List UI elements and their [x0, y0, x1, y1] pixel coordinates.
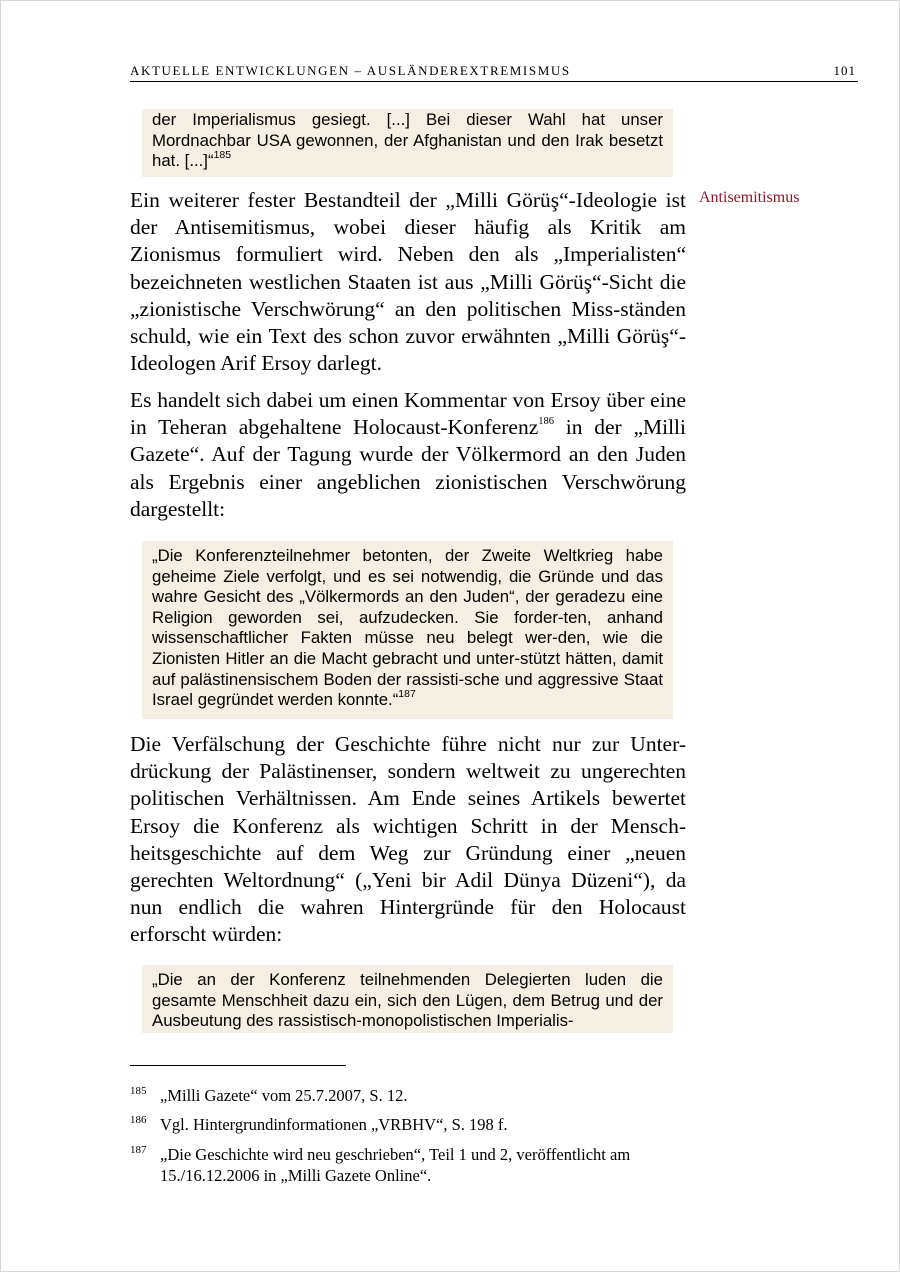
paragraph-2-text-b: in der „Milli Gazete“. Auf der Tagung wurde der Völkermord an den Juden als Ergebnis einer angeblichen zionistischen Verschwörung dargestellt:: [130, 415, 686, 521]
footnote-ref-187[interactable]: 187: [398, 687, 416, 700]
block-quote-3: [142, 965, 673, 1033]
footnote-ref-185[interactable]: 185: [213, 148, 232, 161]
footnote-text: „Die Geschichte wird neu geschrieben“, Teil 1 und 2, veröffentlicht am 15./16.12.2006 in „Milli Gazete Online“.: [160, 1145, 631, 1185]
footnote-text: „Milli Gazete“ vom 25.7.2007, S. 12.: [160, 1086, 408, 1105]
paragraph-2: [130, 387, 686, 523]
footnote-number: 186: [130, 1114, 147, 1126]
header-title: AKTUELLE ENTWICKLUNGEN – AUSLÄNDEREXTREMISMUS: [130, 63, 571, 78]
quote-3-text: „Die an der Konferenz teilnehmenden Delegierten luden die gesamte Menschheit dazu ein, sich den Lügen, dem Betrug und der Ausbeutung des rassistisch-monopolistischen Imperialis-: [152, 970, 663, 1031]
footnote-number: 185: [130, 1085, 147, 1097]
block-quote-2: [142, 541, 673, 719]
footnote-number: 187: [130, 1144, 147, 1156]
quote-2-text: „Die Konferenzteilnehmer betonten, der Zweite Weltkrieg habe geheime Ziele verfolgt, und es sei notwendig, die Gründe und das wahre Gesicht des „Völkermords an den Juden“, der geradezu eine Religion geworden sei, aufzudecken. Sie forder-ten, anhand wissenschaftlicher Fakten müsse neu belegt wer-den, wie die Zionisten Hitler an die Macht gebracht und unter-stützt hätten, damit auf palästinensischem Boden der rassisti-sche und aggressive Staat Israel gegründet werden konnte.“: [152, 546, 663, 710]
block-quote-1: [142, 109, 673, 177]
footnote-separator: [130, 1065, 346, 1066]
paragraph-3: Die Verfälschung der Geschichte führe nicht nur zur Unter-drückung der Palästinenser, sondern weltweit zu ungerechten politischen Verhältnissen. Am Ende seines Artikels bewertet Ersoy die Konferenz als wichtigen Schritt in der Mensch-heitsgeschichte auf dem Weg zur Gründung einer „neuen gerechten Weltordnung“ („Yeni bir Adil Dünya Düzeni“), da nun endlich die wahren Hintergründe für den Holocaust erforscht würden:: [130, 732, 686, 947]
paragraph-2-text-a: Es handelt sich dabei um einen Kommentar von Ersoy über eine in Teheran abgehaltene Holocaust-Konferenz: [130, 388, 686, 440]
footnote-ref-186[interactable]: 186: [538, 416, 554, 428]
page-number: 101: [833, 63, 856, 78]
footnote-text: Vgl. Hintergrundinformationen „VRBHV“, S. 198 f.: [160, 1115, 508, 1134]
paragraph-1: Ein weiterer fester Bestandteil der „Milli Görüş“-Ideologie ist der Antisemitismus, wobei dieser häufig als Kritik am Zionismus formuliert wird. Neben den als „Imperialisten“ bezeichneten westlichen Staaten ist aus „Milli Görüş“-Sicht die „zionistische Verschwörung“ an den politischen Miss-ständen schuld, wie ein Text des schon zuvor erwähnten „Milli Görüş“-Ideologen Arif Ersoy darlegt.: [130, 188, 686, 376]
quote-1-text: der Imperialismus gesiegt. [...] Bei dieser Wahl hat unser Mordnachbar USA gewonnen, der Afghanistan und den Irak besetzt hat. [...]“: [152, 110, 663, 171]
running-header: [130, 63, 858, 82]
margin-note: Antisemitismus: [699, 189, 800, 206]
